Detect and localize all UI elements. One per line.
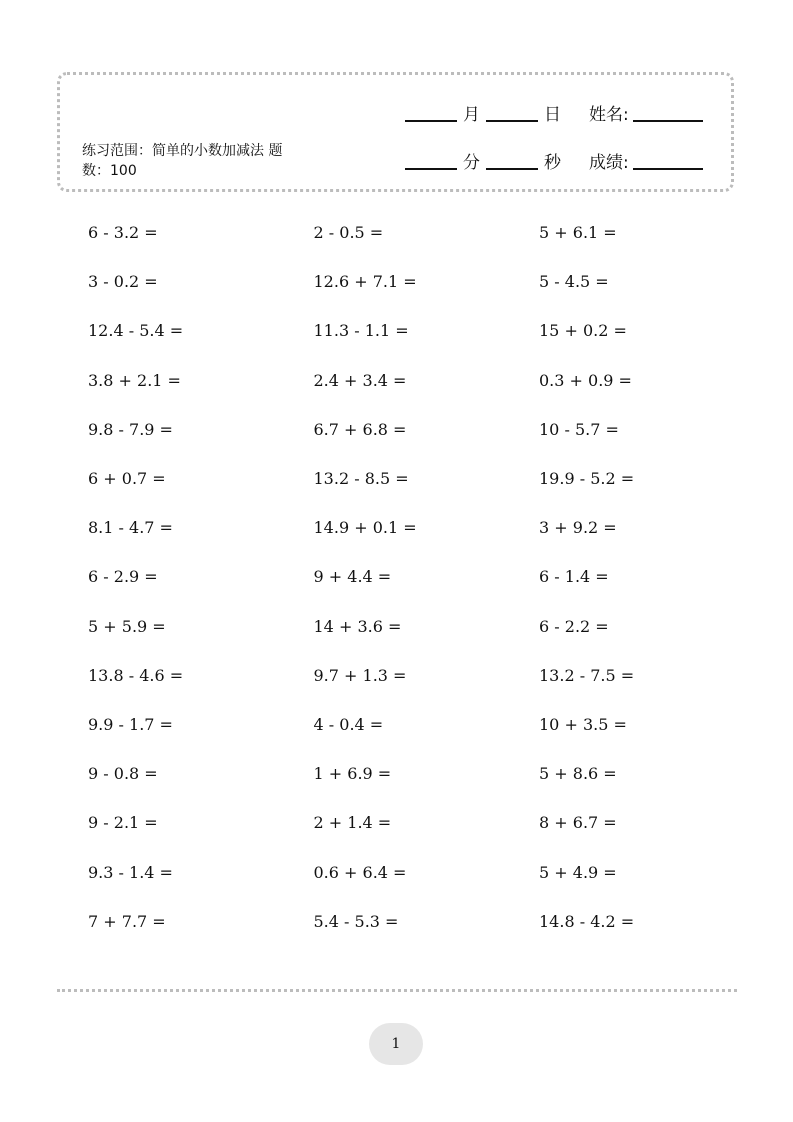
- math-problem: 5 + 4.9 =: [539, 862, 617, 882]
- math-problem: 8 + 6.7 =: [539, 813, 617, 833]
- math-problem: 5 + 5.9 =: [88, 616, 166, 636]
- problem-row: [88, 552, 768, 601]
- math-problem: 5.4 - 5.3 =: [313, 911, 399, 931]
- math-problem: 2.4 + 3.4 =: [313, 370, 407, 390]
- math-problem: 5 + 6.1 =: [539, 223, 617, 243]
- problem-row: [88, 897, 768, 946]
- math-problem: 6 - 1.4 =: [539, 567, 609, 587]
- time-row: [405, 147, 715, 173]
- math-problem: 12.6 + 7.1 =: [313, 272, 417, 292]
- footer-divider: [57, 989, 737, 992]
- math-problem: 7 + 7.7 =: [88, 911, 166, 931]
- math-problem: 3 - 0.2 =: [88, 272, 158, 292]
- minute-label: 分: [463, 153, 480, 173]
- math-problem: 6.7 + 6.8 =: [313, 419, 407, 439]
- math-problem: 9.3 - 1.4 =: [88, 862, 173, 882]
- math-problem: 3.8 + 2.1 =: [88, 370, 181, 390]
- math-problem: 10 - 5.7 =: [539, 419, 619, 439]
- math-problem: 6 - 2.9 =: [88, 567, 158, 587]
- header-box: [57, 72, 734, 192]
- problem-row: [88, 356, 768, 405]
- math-problem: 8.1 - 4.7 =: [88, 518, 173, 538]
- second-blank[interactable]: [486, 150, 538, 170]
- math-problem: 2 + 1.4 =: [313, 813, 392, 833]
- minute-blank[interactable]: [405, 150, 457, 170]
- math-problem: 15 + 0.2 =: [539, 321, 627, 341]
- math-problem: 6 + 0.7 =: [88, 469, 166, 489]
- math-problem: 4 - 0.4 =: [313, 714, 384, 734]
- day-blank[interactable]: [486, 102, 538, 122]
- problem-row: [88, 208, 768, 257]
- math-problem: 5 + 8.6 =: [539, 764, 617, 784]
- math-problem: 9 + 4.4 =: [313, 567, 392, 587]
- math-problem: 13.2 - 8.5 =: [313, 469, 409, 489]
- math-problem: 3 + 9.2 =: [539, 518, 617, 538]
- math-problem: 9 - 2.1 =: [88, 813, 158, 833]
- math-problem: 10 + 3.5 =: [539, 714, 627, 734]
- month-blank[interactable]: [405, 102, 457, 122]
- math-problem: 9.7 + 1.3 =: [313, 665, 407, 685]
- math-problem: 13.8 - 4.6 =: [88, 665, 184, 685]
- problem-row: [88, 257, 768, 306]
- math-problem: 19.9 - 5.2 =: [539, 469, 635, 489]
- score-label: 成绩:: [589, 153, 629, 173]
- math-problem: 9.8 - 7.9 =: [88, 419, 173, 439]
- score-blank[interactable]: [633, 150, 703, 170]
- math-problem: 0.6 + 6.4 =: [313, 862, 407, 882]
- math-problem: 0.3 + 0.9 =: [539, 370, 632, 390]
- math-problem: 13.2 - 7.5 =: [539, 665, 635, 685]
- second-label: 秒: [544, 153, 561, 173]
- math-problem: 14 + 3.6 =: [313, 616, 402, 636]
- month-label: 月: [463, 105, 480, 125]
- practice-range-text: 练习范围：简单的小数加减法 题数：100: [82, 143, 283, 179]
- problem-row: [88, 651, 768, 700]
- problem-row: [88, 798, 768, 847]
- page-number: 1: [369, 1023, 423, 1065]
- day-label: 日: [544, 105, 561, 125]
- problem-row: [88, 306, 768, 355]
- math-problem: 6 - 2.2 =: [539, 616, 609, 636]
- problem-row: [88, 847, 768, 896]
- math-problem: 1 + 6.9 =: [313, 764, 392, 784]
- math-problem: 14.9 + 0.1 =: [313, 518, 417, 538]
- math-problem: 6 - 3.2 =: [88, 223, 158, 243]
- date-row: [405, 99, 715, 125]
- problem-row: [88, 454, 768, 503]
- math-problem: 9 - 0.8 =: [88, 764, 158, 784]
- name-blank[interactable]: [633, 102, 703, 122]
- problem-row: [88, 749, 768, 798]
- math-problem: 14.8 - 4.2 =: [539, 911, 635, 931]
- name-label: 姓名:: [589, 105, 629, 125]
- problem-row: [88, 503, 768, 552]
- math-problem: 11.3 - 1.1 =: [313, 321, 409, 341]
- math-problem: 9.9 - 1.7 =: [88, 714, 173, 734]
- problem-row: [88, 602, 768, 651]
- math-problem: 2 - 0.5 =: [313, 223, 384, 243]
- math-problem: 5 - 4.5 =: [539, 272, 609, 292]
- problem-grid: [88, 208, 768, 946]
- problem-row: [88, 700, 768, 749]
- problem-row: [88, 405, 768, 454]
- math-problem: 12.4 - 5.4 =: [88, 321, 184, 341]
